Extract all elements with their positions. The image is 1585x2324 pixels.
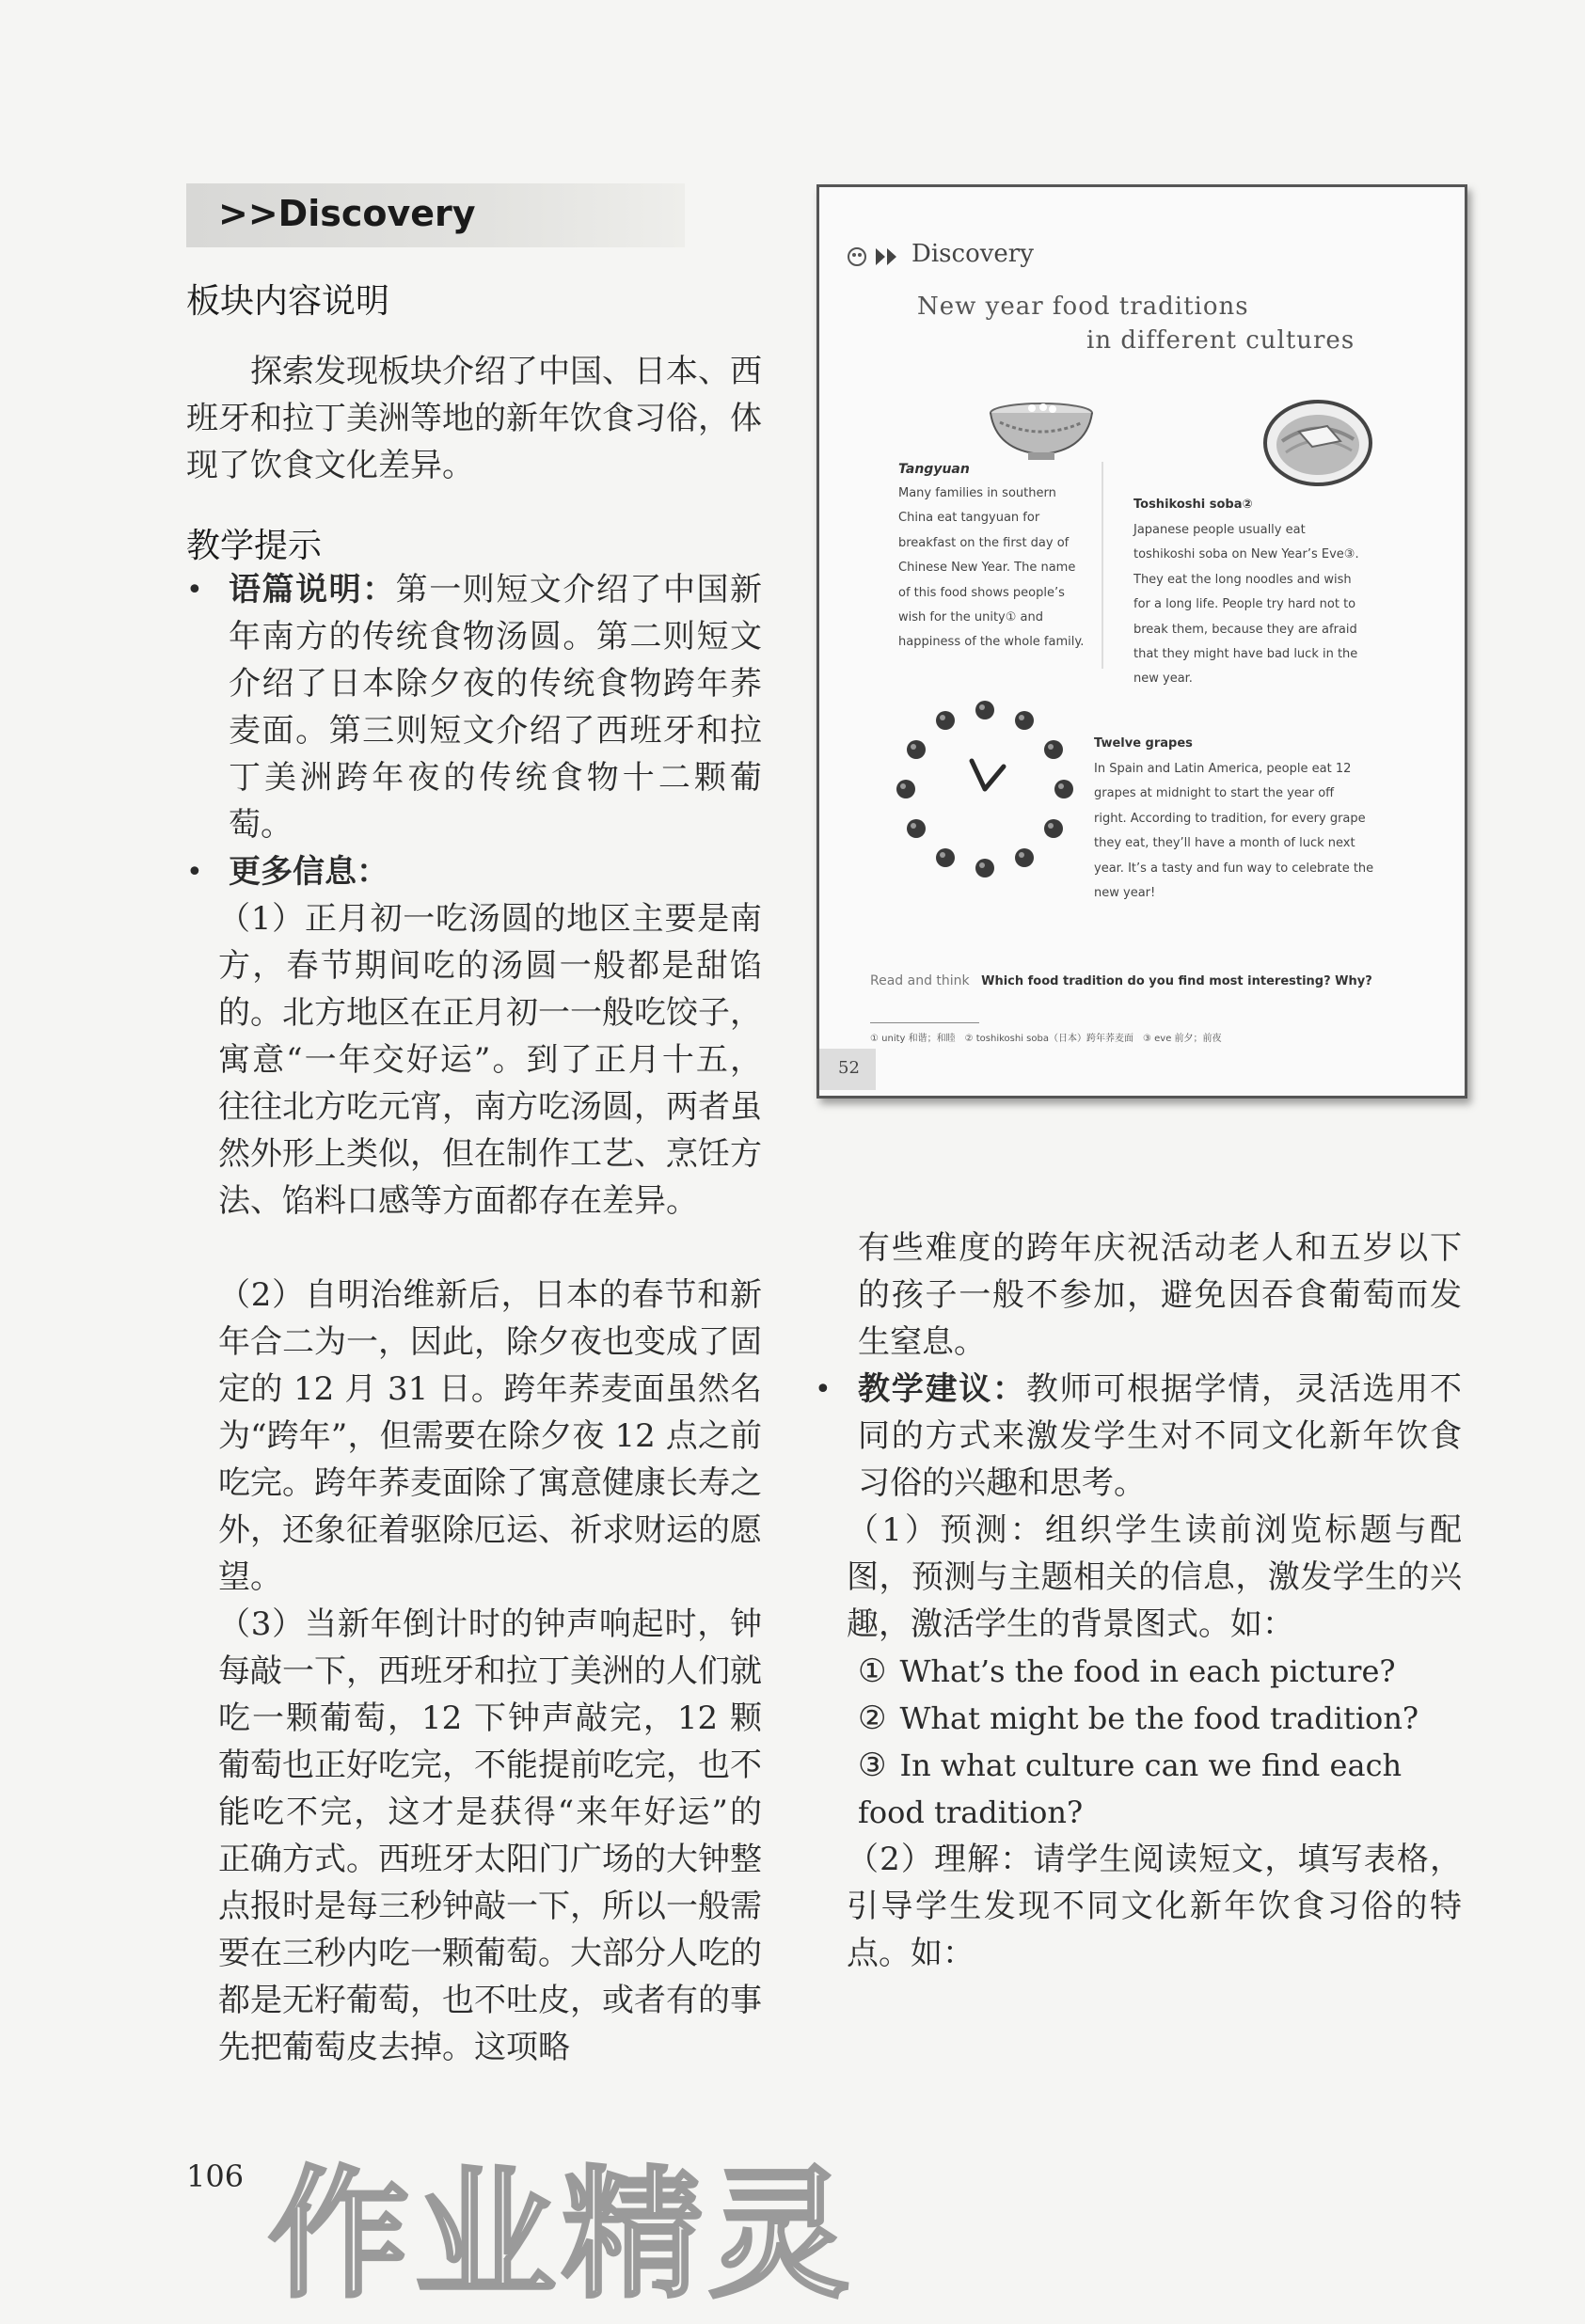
bullet-more-info: 更多信息： bbox=[229, 853, 388, 891]
inset-discovery-label: Discovery bbox=[911, 240, 1034, 268]
content-paragraph: 探索发现板块介绍了中国、日本、西班牙和拉丁美洲等地的新年饮食习俗，体现了饮食文化差异。 bbox=[186, 353, 762, 484]
soba-text: Japanese people usually eat toshikoshi soba on New Year’s Eve③. They eat the long noodles and wish for a long life. People try hard not to break them, because they are afraid that they might have bad luck in the new year. bbox=[1133, 523, 1359, 687]
understand-paragraph: （2）理解：请学生阅读短文，填写表格，引导学生发现不同文化新年饮食习俗的特点。如： bbox=[847, 1841, 1462, 1972]
info-paragraph-1: （1）正月初一吃汤圆的地区主要是南方，春节期间吃的汤圆一般都是甜馅的。北方地区在正月初一一般吃饺子，寓意“一年交好运”。到了正月十五，往往北方吃元宵，南方吃汤圆，两者虽然外形上类似，但在制作工艺、烹饪方法、馅料口感等方面都存在差异。 bbox=[218, 900, 762, 1220]
discovery-icon bbox=[846, 244, 910, 274]
inset-footnotes: ① unity 和谐；和睦 ② toshikoshi soba（日本）跨年荞麦面 ③ eve 前夕；前夜 bbox=[870, 1034, 1222, 1044]
question-2: ② What might be the food tradition? bbox=[858, 1700, 1419, 1737]
inset-title-line2: in different cultures bbox=[1086, 326, 1355, 355]
inset-page-number: 52 bbox=[838, 1058, 860, 1078]
textbook-page-inset bbox=[816, 184, 1467, 1099]
section-banner-title: >>Discovery bbox=[218, 193, 476, 234]
right-continuation: 有些难度的跨年庆祝活动老人和五岁以下的孩子一般不参加，避免因吞食葡萄而发生窒息。 bbox=[858, 1229, 1462, 1361]
tangyuan-bowl-image bbox=[987, 400, 1096, 466]
inset-title-line1: New year food traditions bbox=[917, 292, 1249, 321]
soba-bowl-image bbox=[1261, 398, 1374, 492]
question-3: ③ In what culture can we find each food tradition? bbox=[858, 1747, 1403, 1830]
bullet-text-discourse: 语篇说明：第一则短文介绍了中国新年南方的传统食物汤圆。第二则短文介绍了日本除夕夜的传统食物跨年荞麦面。第三则短文介绍了西班牙和拉丁美洲跨年夜的传统食物十二颗葡萄。 bbox=[229, 571, 763, 844]
page-number: 106 bbox=[186, 2158, 245, 2194]
tangyuan-divider bbox=[1102, 462, 1103, 669]
grapes-heading: Twelve grapes bbox=[1094, 736, 1193, 751]
tangyuan-text: Many families in southern China eat tangyuan for breakfast on the first day of Chinese New Year. The name of this food shows people’s wish for the unity① and happiness of the whole family. bbox=[898, 486, 1085, 650]
soba-heading: Toshikoshi soba② bbox=[1133, 498, 1253, 512]
tips-title: 教学提示 bbox=[186, 527, 323, 565]
bullet-teaching-suggestion: 教学建议：教师可根据学情，灵活选用不同的方式来激发学生对不同文化新年饮食习俗的兴趣和思考。 bbox=[858, 1370, 1463, 1502]
watermark: 作业精灵 bbox=[268, 2154, 856, 2317]
info-paragraph-2: （2）自明治维新后，日本的春节和新年合二为一，因此，除夕夜也变成了固定的 12 月 31 日。跨年荞麦面虽然名为“跨年”，但需要在除夕夜 12 点之前吃完。跨年荞麦面除了寓意健康长寿之外，还象征着驱除厄运、祈求财运的愿望。 bbox=[218, 1276, 762, 1596]
question-1: ① What’s the food in each picture? bbox=[858, 1652, 1396, 1690]
grapes-clock-image bbox=[891, 695, 1079, 887]
bullet-dot: • bbox=[815, 1373, 832, 1406]
tangyuan-heading: Tangyuan bbox=[898, 462, 970, 477]
bullet-dot: • bbox=[186, 856, 203, 889]
info-paragraph-3: （3）当新年倒计时的钟声响起时，钟每敲一下，西班牙和拉丁美洲的人们就吃一颗葡萄，12 下钟声敲完，12 颗葡萄也正好吃完，不能提前吃完，也不能吃不完，这才是获得“来年好运”的正确方式。西班牙太阳门广场的大钟整点报时是每三秒钟敲一下，所以一般需要在三秒内吃一颗葡萄。大部分人吃的都是无籽葡萄，也不吐皮，或者有的事先把葡萄皮去掉。这项略 bbox=[218, 1605, 762, 2066]
footnote-rule bbox=[870, 1022, 979, 1023]
read-and-think: Read and think Which food tradition do you find most interesting? Why? bbox=[870, 973, 1372, 988]
grapes-text: In Spain and Latin America, people eat 12 grapes at midnight to start the year off right. According to tradition, for every grape they eat, they’ll have a month of luck next year. It’s a tasty and fun way to celebrate the new year! bbox=[1094, 762, 1374, 901]
bullet-dot: • bbox=[186, 574, 203, 607]
content-title: 板块内容说明 bbox=[186, 282, 390, 321]
predict-paragraph: （1）预测：组织学生读前浏览标题与配图，预测与主题相关的信息，激发学生的兴趣，激活学生的背景图式。如： bbox=[847, 1511, 1462, 1643]
